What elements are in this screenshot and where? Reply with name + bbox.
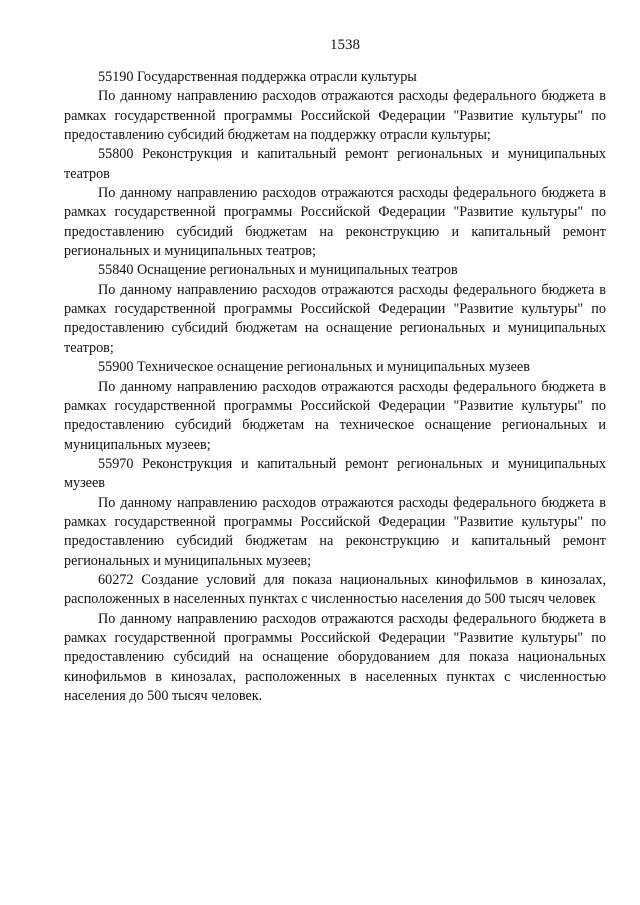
budget-code-heading: 55900 Техническое оснащение региональных и муниципальных музеев (98, 359, 530, 376)
budget-code-heading: 55840 Оснащение региональных и муниципальных театров (98, 262, 458, 279)
budget-code-heading: 55800 Реконструкция и капитальный ремонт региональных и муниципальных театров (64, 146, 606, 182)
description-paragraph: По данному направлению расходов отражаются расходы федерального бюджета в рамках государственной программы Российской Федерации "Развитие культуры" по предоставлению субсидий бюджетам на реконструкцию и капитальный ремонт региональных и муниципальных музеев; (64, 494, 606, 569)
description-paragraph: По данному направлению расходов отражаются расходы федерального бюджета в рамках государственной программы Российской Федерации "Развитие культуры" по предоставлению субсидий на оснащение оборудованием для показа национальных кинофильмов в кинозалах, расположенных в населенных пунктах с численностью населения до 500 тысяч человек. (64, 610, 606, 704)
budget-code-heading: 55190 Государственная поддержка отрасли культуры (98, 69, 417, 85)
description-paragraph: По данному направлению расходов отражаются расходы федерального бюджета в рамках государственной программы Российской Федерации "Развитие культуры" по предоставлению субсидий бюджетам на оснащение региональных и муниципальных театров; (64, 281, 606, 356)
description-paragraph: По данному направлению расходов отражаются расходы федерального бюджета в рамках государственной программы Российской Федерации "Развитие культуры" по предоставлению субсидий бюджетам на поддержку отрасли культуры; (64, 88, 606, 144)
description-paragraph: По данному направлению расходов отражаются расходы федерального бюджета в рамках государственной программы Российской Федерации "Развитие культуры" по предоставлению субсидий бюджетам на техническое оснащение региональных и муниципальных музеев; (64, 378, 606, 453)
page-number: 1538 (330, 37, 360, 53)
description-paragraph: По данному направлению расходов отражаются расходы федерального бюджета в рамках государственной программы Российской Федерации "Развитие культуры" по предоставлению субсидий бюджетам на реконструкцию и капитальный ремонт региональных и муниципальных театров; (64, 185, 606, 260)
budget-code-heading: 60272 Создание условий для показа национальных кинофильмов в кинозалах, расположенных в населенных пунктах с численностью населения до 500 тысяч человек (64, 571, 606, 608)
budget-code-heading: 55970 Реконструкция и капитальный ремонт региональных и муниципальных музеев (64, 455, 606, 492)
document-body (64, 68, 606, 706)
